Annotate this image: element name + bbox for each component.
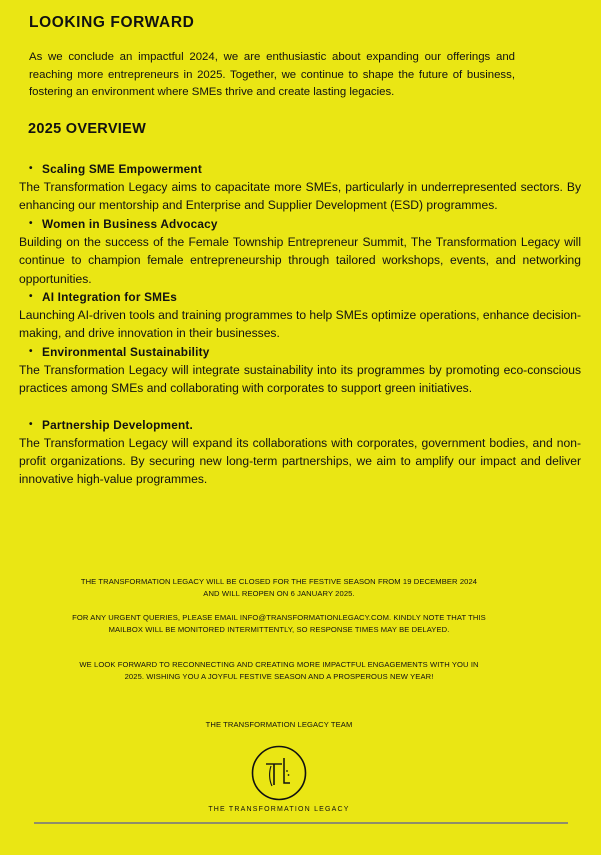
- looking-forward-body: As we conclude an impactful 2024, we are enthusiastic about expanding our offerings and reaching more entrepreneurs in 2025. Together, we continue to shape the future of business, fostering an environment where SMEs thrive and create lasting legacies.: [29, 51, 515, 99]
- bullet-icon: •: [29, 345, 33, 357]
- closure-notice: THE TRANSFORMATION LEGACY WILL BE CLOSED FOR THE FESTIVE SEASON FROM 19 DECEMBER 2024 AND WILL REOPEN ON 6 JANUARY 2025.: [80, 577, 478, 598]
- overview-item-body: Building on the success of the Female Township Entrepreneur Summit, The Transformation Legacy will continue to champion female entrepreneurship through tailored workshops, events, and networking opportunities.: [19, 234, 581, 286]
- bullet-icon: •: [29, 418, 33, 430]
- overview-item-body: The Transformation Legacy aims to capacitate more SMEs, particularly in underrepresented sectors. By enhancing our mentorship and Enterprise and Supplier Development (ESD) programmes.: [19, 180, 581, 213]
- looking-forward-heading: LOOKING FORWARD: [29, 14, 195, 31]
- overview-item-women-in-business: [19, 215, 581, 288]
- overview-item-sustainability: [19, 343, 581, 398]
- season-wishes: WE LOOK FORWARD TO RECONNECTING AND CREATING MORE IMPACTFUL ENGAGEMENTS WITH YOU IN 2025. WISHING YOU A JOYFUL FESTIVE SEASON AND A PROSPEROUS NEW YEAR!: [79, 660, 479, 681]
- overview-item-title: Women in Business Advocacy: [42, 216, 218, 231]
- overview-heading: 2025 OVERVIEW: [28, 121, 147, 137]
- bullet-icon: •: [29, 217, 33, 229]
- team-signoff: THE TRANSFORMATION LEGACY TEAM: [205, 720, 353, 729]
- urgent-queries-notice: FOR ANY URGENT QUERIES, PLEASE EMAIL INFO@TRANSFORMATIONLEGACY.COM. KINDLY NOTE THAT THIS MAILBOX WILL BE MONITORED INTERMITTENTLY, SO RESPONSE TIMES MAY BE DELAYED.: [72, 613, 486, 634]
- spacer: [19, 398, 581, 416]
- overview-item-body: The Transformation Legacy will expand its collaborations with corporates, government bodies, and non-profit organizations. By securing new long-term partnerships, we aim to amplify our impact and deliver innovative high-value programmes.: [19, 435, 581, 487]
- overview-item-ai-integration: [19, 288, 581, 343]
- bullet-icon: •: [29, 291, 33, 303]
- tl-monogram-logo-icon: [250, 744, 308, 802]
- overview-item-body: The Transformation Legacy will integrate sustainability into its programmes by promoting eco-conscious practices among SMEs and collaborating with corporates to support green initiatives.: [19, 362, 581, 396]
- footer-divider: [34, 822, 568, 824]
- overview-item-sme-empowerment: [19, 160, 581, 215]
- overview-item-partnership: [19, 416, 581, 489]
- overview-item-body: Launching AI-driven tools and training programmes to help SMEs optimize operations, enhance decision-making, and drive innovation in their businesses.: [19, 308, 582, 341]
- overview-item-title: Environmental Sustainability: [42, 344, 210, 359]
- overview-list: [19, 160, 581, 489]
- logo-wordmark: THE TRANSFORMATION LEGACY: [208, 806, 350, 813]
- overview-item-title: Scaling SME Empowerment: [42, 162, 202, 176]
- overview-item-title: AI Integration for SMEs: [42, 290, 178, 305]
- overview-item-title: Partnership Development.: [42, 417, 193, 432]
- bullet-icon: •: [29, 163, 33, 174]
